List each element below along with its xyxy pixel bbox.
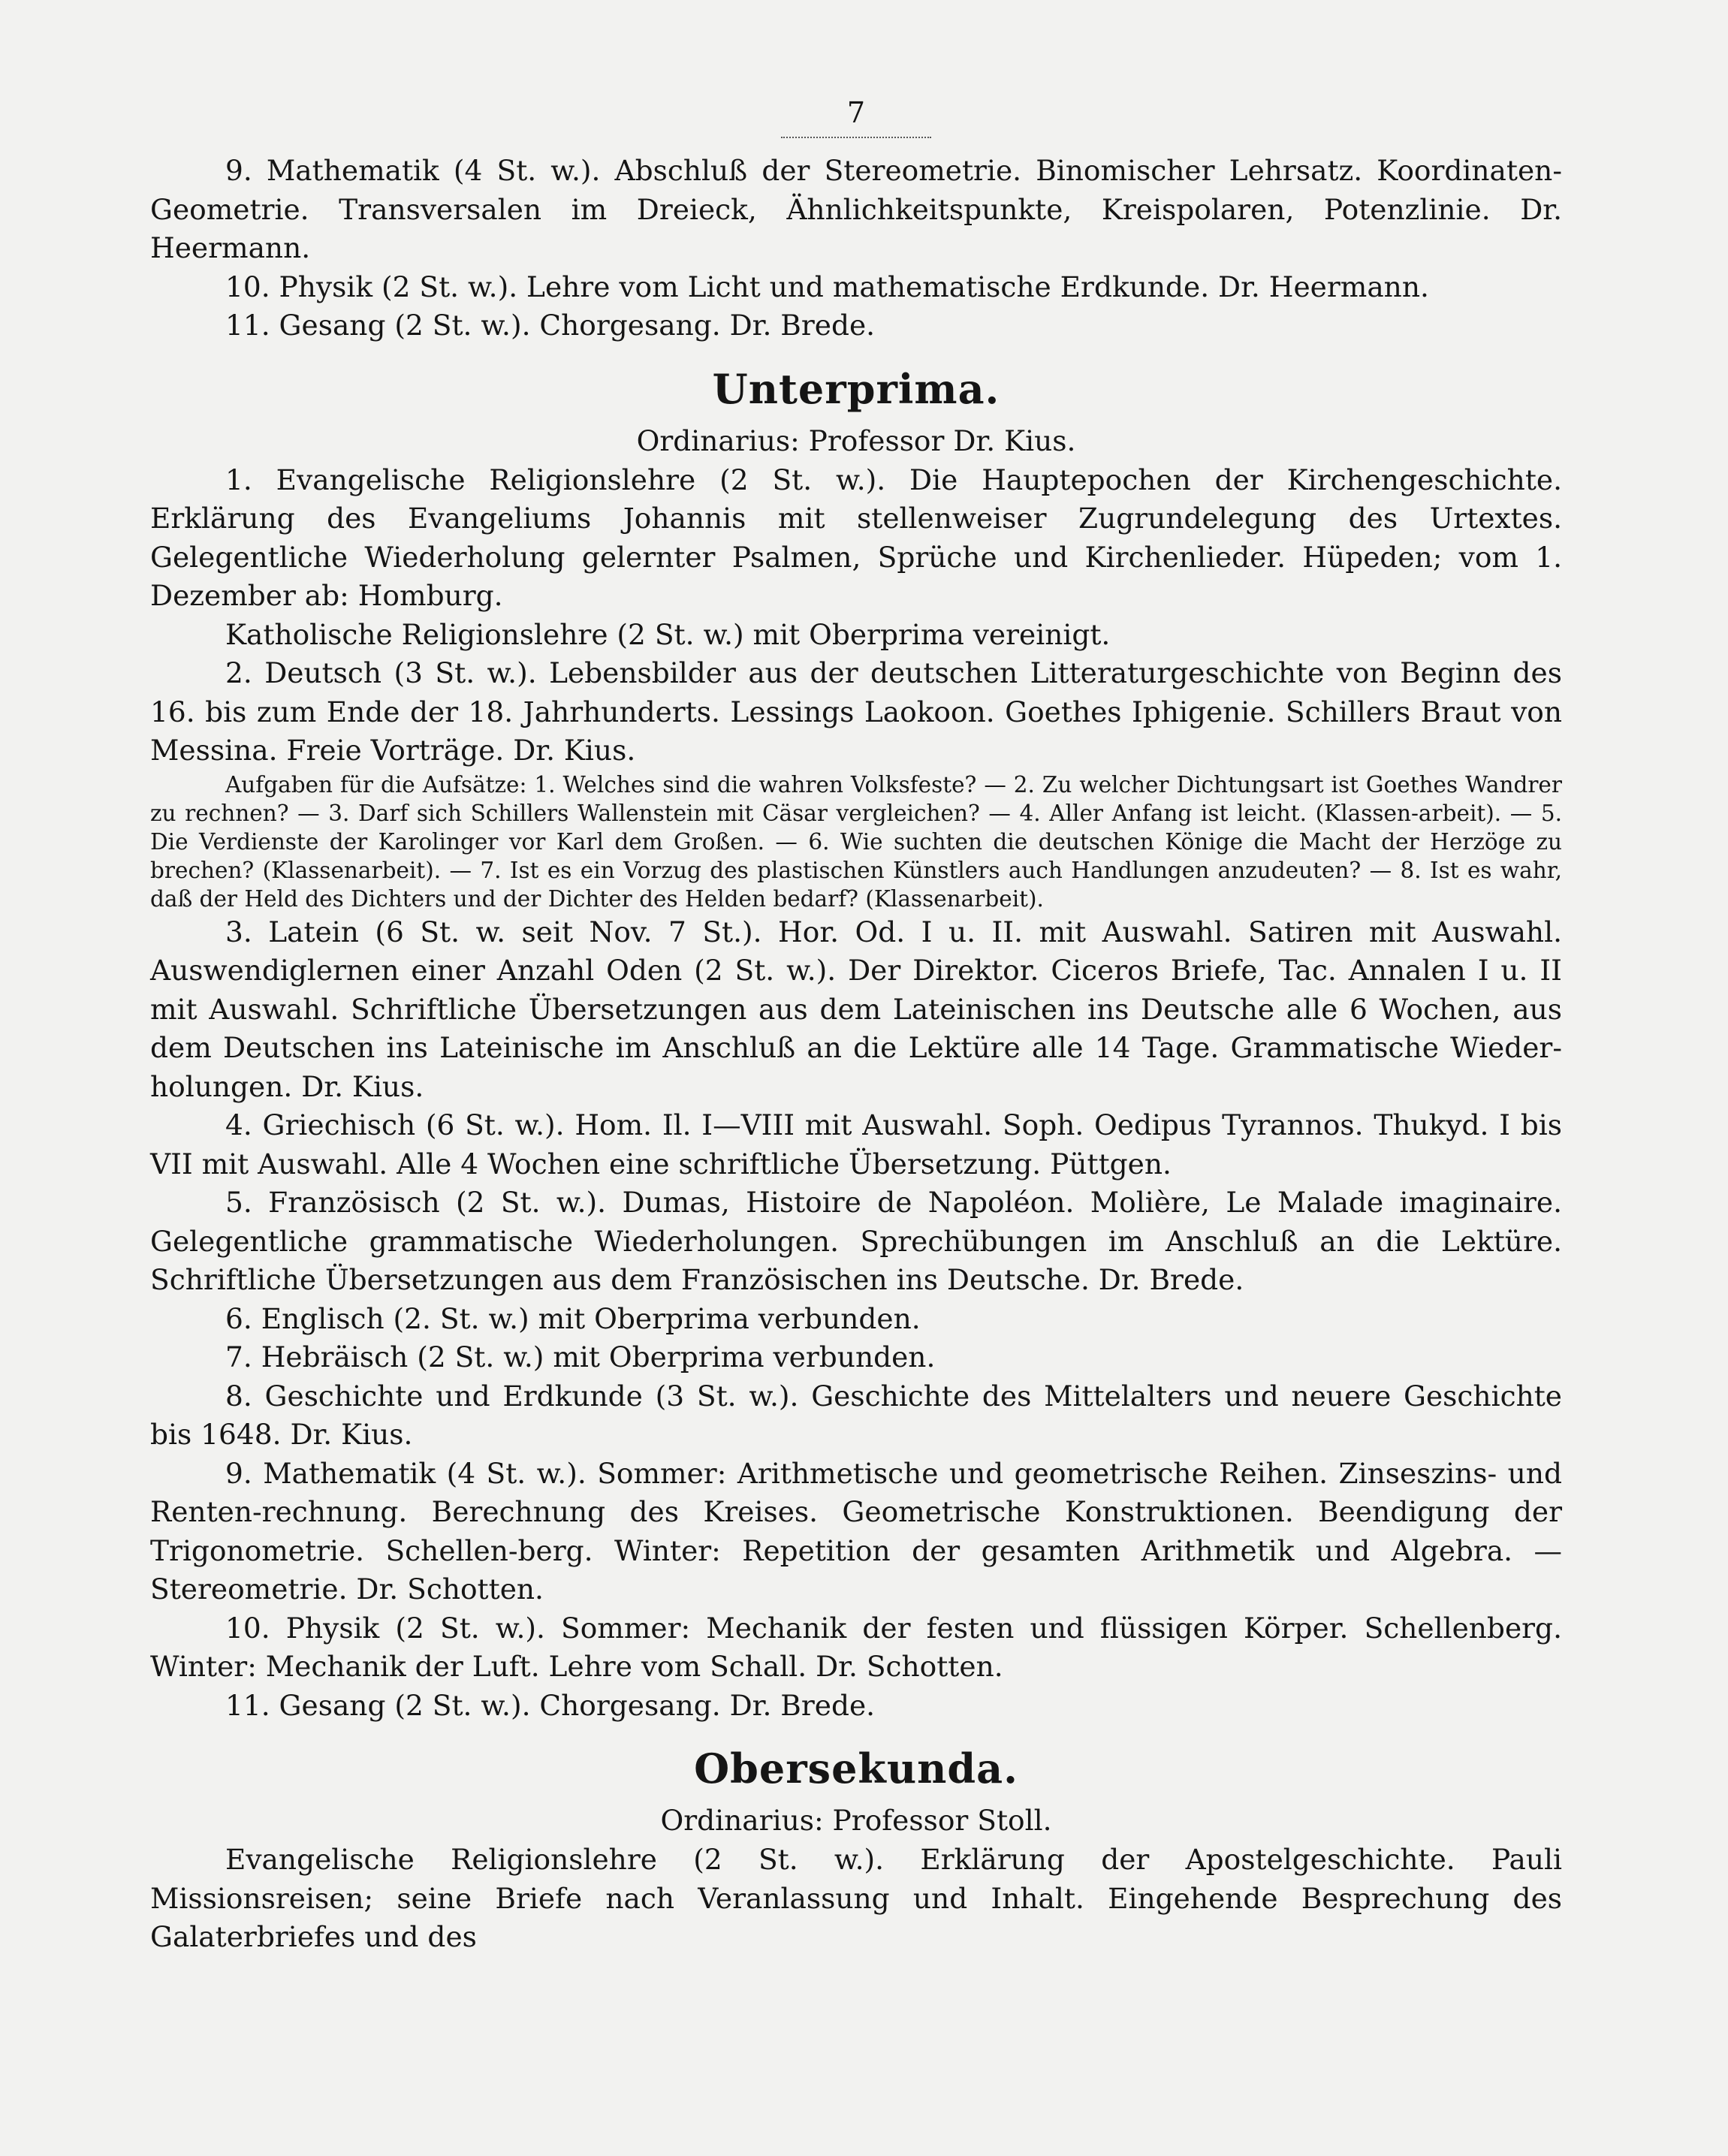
paragraph-englisch: 6. Englisch (2. St. w.) mit Oberprima verbunden. (225, 1301, 921, 1335)
section-heading-unterprima: Unterprima. (712, 364, 1000, 413)
paragraph-geschichte: 8. Geschichte und Erdkunde (3 St. w.). Geschichte des Mittelalters und neuere Geschichte bis 1648. Dr. Kius. (150, 1379, 1562, 1451)
paragraph-latein: 3. Latein (6 St. w. seit Nov. 7 St.). Hor. Od. I u. II. mit Auswahl. Satiren mit Auswahl. Auswendiglernen einer Anzahl Oden (2 St. w.). Der Direktor. Ciceros Briefe, Tac. Annalen I u. II mit Auswahl. Schriftliche Übersetzungen aus dem Lateinischen ins Deutsche alle 6 Wochen, aus dem Deutschen ins Lateinische im Anschluß an die Lektüre alle 14 Tage. Grammatische Wieder-holungen. Dr. Kius. (150, 915, 1562, 1103)
paragraph-religion-kath: Katholische Religionslehre (2 St. w.) mit Oberprima vereinigt. (225, 617, 1111, 651)
ordinarius-obersekunda: Ordinarius: Professor Stoll. (660, 1804, 1052, 1837)
document-page (150, 90, 1562, 1957)
paragraph-hebraeisch: 7. Hebräisch (2 St. w.) mit Oberprima verbunden. (225, 1340, 936, 1374)
paragraph-deutsch: 2. Deutsch (3 St. w.). Lebensbilder aus der deutschen Litteraturgeschichte von Beginn des 16. bis zum Ende der 18. Jahrhunderts. Lessings Laokoon. Goethes Iphigenie. Schillers Braut von Messina. Freie Vorträge. Dr. Kius. (150, 656, 1562, 767)
page-number: 7 (846, 96, 866, 129)
paragraph-physik-oi: 10. Physik (2 St. w.). Lehre vom Licht und mathematische Erdkunde. Dr. Heermann. (225, 270, 1429, 303)
paragraph-gesang-ui: 11. Gesang (2 St. w.). Chorgesang. Dr. Brede. (225, 1688, 876, 1722)
section-heading-obersekunda: Obersekunda. (694, 1744, 1018, 1793)
paragraph-gesang-oi: 11. Gesang (2 St. w.). Chorgesang. Dr. Brede. (225, 309, 876, 342)
paragraph-franzoesisch: 5. Französisch (2 St. w.). Dumas, Histoire de Napoléon. Molière, Le Malade imaginaire. Gelegentliche grammatische Wiederholungen. Sprechübungen im Anschluß an die Lektüre. Schriftliche Übersetzungen aus dem Französischen ins Deutsche. Dr. Brede. (150, 1186, 1562, 1296)
paragraph-griechisch: 4. Griechisch (6 St. w.). Hom. Il. I—VIII mit Auswahl. Soph. Oedipus Tyrannos. Thukyd. I bis VII mit Auswahl. Alle 4 Wochen eine schriftliche Übersetzung. Püttgen. (150, 1108, 1562, 1181)
paragraph-religion-os: Evangelische Religionslehre (2 St. w.). Erklärung der Apostelgeschichte. Pauli Missionsreisen; seine Briefe nach Veranlassung und Inhalt. Eingehende Besprechung des Galaterbriefes und des (150, 1843, 1562, 1953)
paragraph-religion-ev: 1. Evangelische Religionslehre (2 St. w.). Die Hauptepochen der Kirchengeschichte. Erklärung des Evangeliums Johannis mit stellenweiser Zugrundelegung des Urtextes. Gelegentliche Wiederholung gelernter Psalmen, Sprüche und Kirchenlieder. Hüpeden; vom 1. Dezember ab: Homburg. (150, 463, 1562, 612)
ordinarius-unterprima: Ordinarius: Professor Dr. Kius. (636, 424, 1076, 457)
paragraph-mathematik-ui: 9. Mathematik (4 St. w.). Sommer: Arithmetische und geometrische Reihen. Zinseszins- und Renten-rechnung. Berechnung des Kreises. Geometrische Konstruktionen. Beendigung der Trigonometrie. Schellen-berg. Winter: Repetition der gesamten Arithmetik und Algebra. — Stereometrie. Dr. Schotten. (150, 1456, 1562, 1606)
paragraph-aufsatz-themen: Aufgaben für die Aufsätze: 1. Welches sind die wahren Volksfeste? — 2. Zu welcher Dichtungsart ist Goethes Wandrer zu rechnen? — 3. Darf sich Schillers Wallenstein mit Cäsar vergleichen? — 4. Aller Anfang ist leicht. (Klassen-arbeit). — 5. Die Verdienste der Karolinger vor Karl dem Großen. — 6. Wie suchten die deutschen Könige die Macht der Herzöge zu brechen? (Klassenarbeit). — 7. Ist es ein Vorzug des plastischen Künstlers auch Handlungen anzudeuten? — 8. Ist es wahr, daß der Held des Dichters und der Dichter des Helden bedarf? (Klassenarbeit). (150, 771, 1562, 912)
paragraph-physik-ui: 10. Physik (2 St. w.). Sommer: Mechanik der festen und flüssigen Körper. Schellenberg. Winter: Mechanik der Luft. Lehre vom Schall. Dr. Schotten. (150, 1611, 1562, 1683)
paragraph-mathematik-oi: 9. Mathematik (4 St. w.). Abschluß der Stereometrie. Binomischer Lehrsatz. Koordinaten-Geometrie. Transversalen im Dreieck, Ähnlichkeitspunkte, Kreispolaren, Potenzlinie. Dr. Heermann. (150, 154, 1562, 264)
